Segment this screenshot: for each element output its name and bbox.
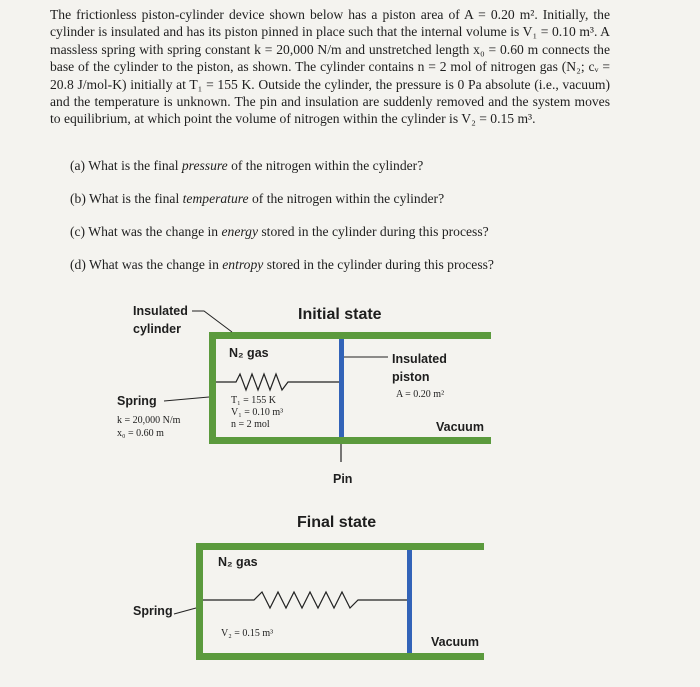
initial-state-title: Initial state [298,306,382,323]
initial-vacuum-label: Vacuum [436,420,484,434]
final-gas-label: N₂ gas [218,555,258,569]
spring-constant: k = 20,000 N/m [117,415,181,426]
final-spring-leader [174,608,196,614]
final-volume: V₂ = 0.15 m³ [221,628,274,639]
initial-left-wall [209,332,216,444]
initial-top-wall [209,332,491,339]
final-state-title: Final state [297,514,377,531]
final-spring-label: Spring [133,604,173,618]
question-c: (c) What was the change in energy stored in the cylinder during this process? [70,224,489,239]
final-piston [407,550,412,653]
insulated-piston-label-2: piston [392,370,430,384]
initial-gas-label: N₂ gas [229,346,269,360]
initial-spring-label: Spring [117,394,157,408]
question-a: (a) What is the final pressure of the nitrogen within the cylinder? [70,158,424,173]
initial-temperature: T₁ = 155 K [231,395,276,406]
pin-label: Pin [333,472,353,486]
question-d: (d) What was the change in entropy stored in the cylinder during this process? [70,257,494,272]
initial-piston [339,339,344,437]
initial-spring-leader [164,397,209,401]
final-bottom-wall [196,653,484,660]
initial-moles: n = 2 mol [231,419,270,430]
spring-unstretched-length: x₀ = 0.60 m [117,428,164,439]
insulated-cylinder-leader [192,311,232,332]
problem-statement: The frictionless piston-cylinder device shown below has a piston area of A = 0.20 m². Initially, the cylinder is insulated and has its piston pinned in place such that the internal volume is V₁ = 0.10 m³. A massless spring with spring constant k = 20,000 N/m and unstretched length x₀ = 0.60 m connects the base of the cylinder to the piston, as shown. The cylinder contains n = 2 mol of nitrogen gas (N₂; cᵥ = 20.8 J/mol-K) initially at T₁ = 155 K. Outside the cylinder, the pressure is 0 Pa absolute (i.e., vacuum) and the temperature is unknown. The pin and insulation are suddenly removed and the system moves to equilibrium, at which point the volume of nitrogen within the cylinder is V₂ = 0.15 m³. [50,7,610,127]
final-top-wall [196,543,484,550]
initial-volume: V₁ = 0.10 m³ [231,407,284,418]
final-left-wall [196,543,203,660]
insulated-piston-label-1: Insulated [392,352,447,366]
final-spring [203,592,407,608]
initial-spring [216,374,339,390]
question-b: (b) What is the final temperature of the nitrogen within the cylinder? [70,191,445,206]
insulated-cylinder-label-2: cylinder [133,322,181,336]
piston-area: A = 0.20 m² [396,389,445,400]
initial-bottom-wall [209,437,491,444]
insulated-cylinder-label-1: Insulated [133,304,188,318]
final-vacuum-label: Vacuum [431,635,479,649]
